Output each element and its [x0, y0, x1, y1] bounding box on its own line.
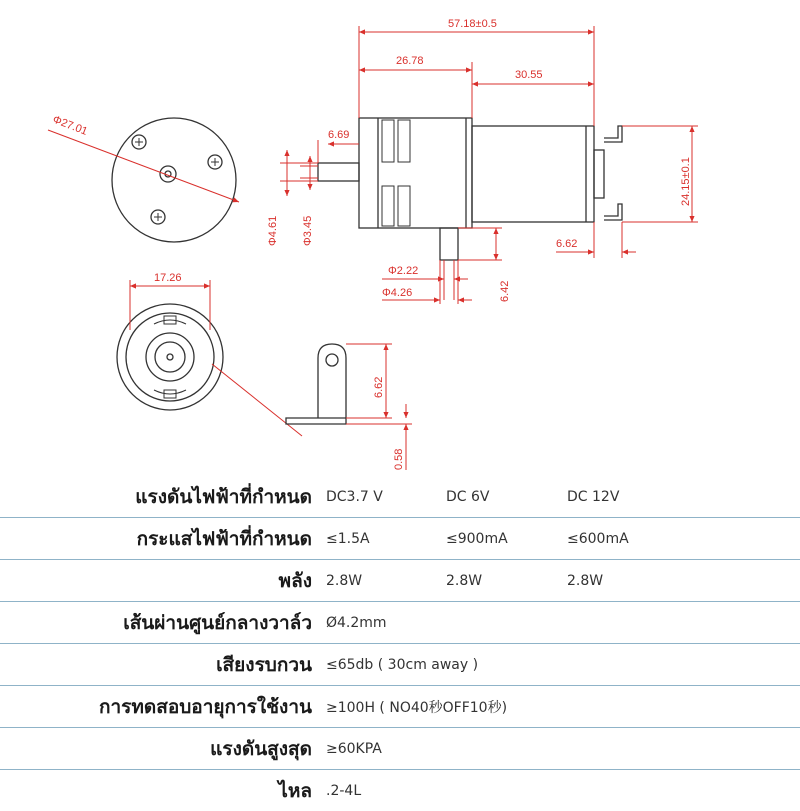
spec-value: ≤900mA [446, 518, 567, 560]
dim-inner-width: 17.26 [154, 272, 182, 284]
spec-label: แรงดันไฟฟ้าที่กำหนด [0, 476, 326, 518]
dim-port-length: 6.42 [499, 281, 511, 302]
dim-nozzle-outer: Φ4.61 [267, 216, 279, 246]
spec-label: ไหล [0, 770, 326, 811]
spec-row-max-pressure [0, 728, 800, 770]
top-dimensions [359, 26, 594, 126]
spec-value: ≤65db ( 30cm away ) [326, 644, 800, 686]
rear-view [117, 304, 223, 410]
dim-terminal-height: 6.62 [373, 377, 385, 398]
dim-total-length: 57.18±0.5 [448, 18, 497, 30]
spec-row-rated-current [0, 518, 800, 560]
diameter-dimension [48, 114, 239, 202]
spec-value: DC3.7 V [326, 476, 446, 518]
spec-row-valve-diameter [0, 602, 800, 644]
spec-value: DC 6V [446, 476, 567, 518]
dim-terminal-thickness: 0.58 [393, 449, 405, 470]
dim-nozzle-inner: Φ3.45 [302, 216, 314, 246]
spec-value: 2.8W [326, 560, 446, 602]
spec-value: ≤1.5A [326, 518, 446, 560]
dim-motor-height: 24.15±0.1 [680, 157, 692, 206]
spec-label: แรงดันสูงสุด [0, 728, 326, 770]
spec-label: พลัง [0, 560, 326, 602]
spec-value: .2-4L [326, 770, 800, 811]
spec-table [0, 476, 800, 811]
spec-value: Ø4.2mm [326, 602, 800, 644]
front-view [112, 118, 236, 242]
spec-label: กระแสไฟฟ้าที่กำหนด [0, 518, 326, 560]
spec-row-flow [0, 770, 800, 811]
spec-value: ≤600mA [567, 518, 800, 560]
spec-label: การทดสอบอายุการใช้งาน [0, 686, 326, 728]
dim-motor-length: 30.55 [515, 69, 543, 81]
dim-diameter: Φ27.01 [51, 114, 89, 138]
dim-pump-length: 26.78 [396, 55, 424, 67]
spec-value: ≥60KPA [326, 728, 800, 770]
dim-port-inner: Φ2.22 [388, 265, 418, 277]
spec-row-power [0, 560, 800, 602]
spec-value: DC 12V [567, 476, 800, 518]
spec-value: 2.8W [567, 560, 800, 602]
dim-nozzle-length: 6.69 [328, 129, 349, 141]
spec-value: ≥100H ( NO40秒OFF10秒) [326, 686, 800, 728]
dim-terminal-length: 6.62 [556, 238, 577, 250]
nozzle-dimensions [280, 140, 359, 196]
rear-width-dimension [130, 280, 302, 436]
dim-port-outer: Φ4.26 [382, 287, 412, 299]
spec-row-rated-voltage [0, 476, 800, 518]
spec-label: เสียงรบกวน [0, 644, 326, 686]
spec-row-noise [0, 644, 800, 686]
spec-label: เส้นผ่านศูนย์กลางวาล์ว [0, 602, 326, 644]
terminal-detail [286, 344, 346, 424]
spec-row-life-test [0, 686, 800, 728]
spec-value: 2.8W [446, 560, 567, 602]
